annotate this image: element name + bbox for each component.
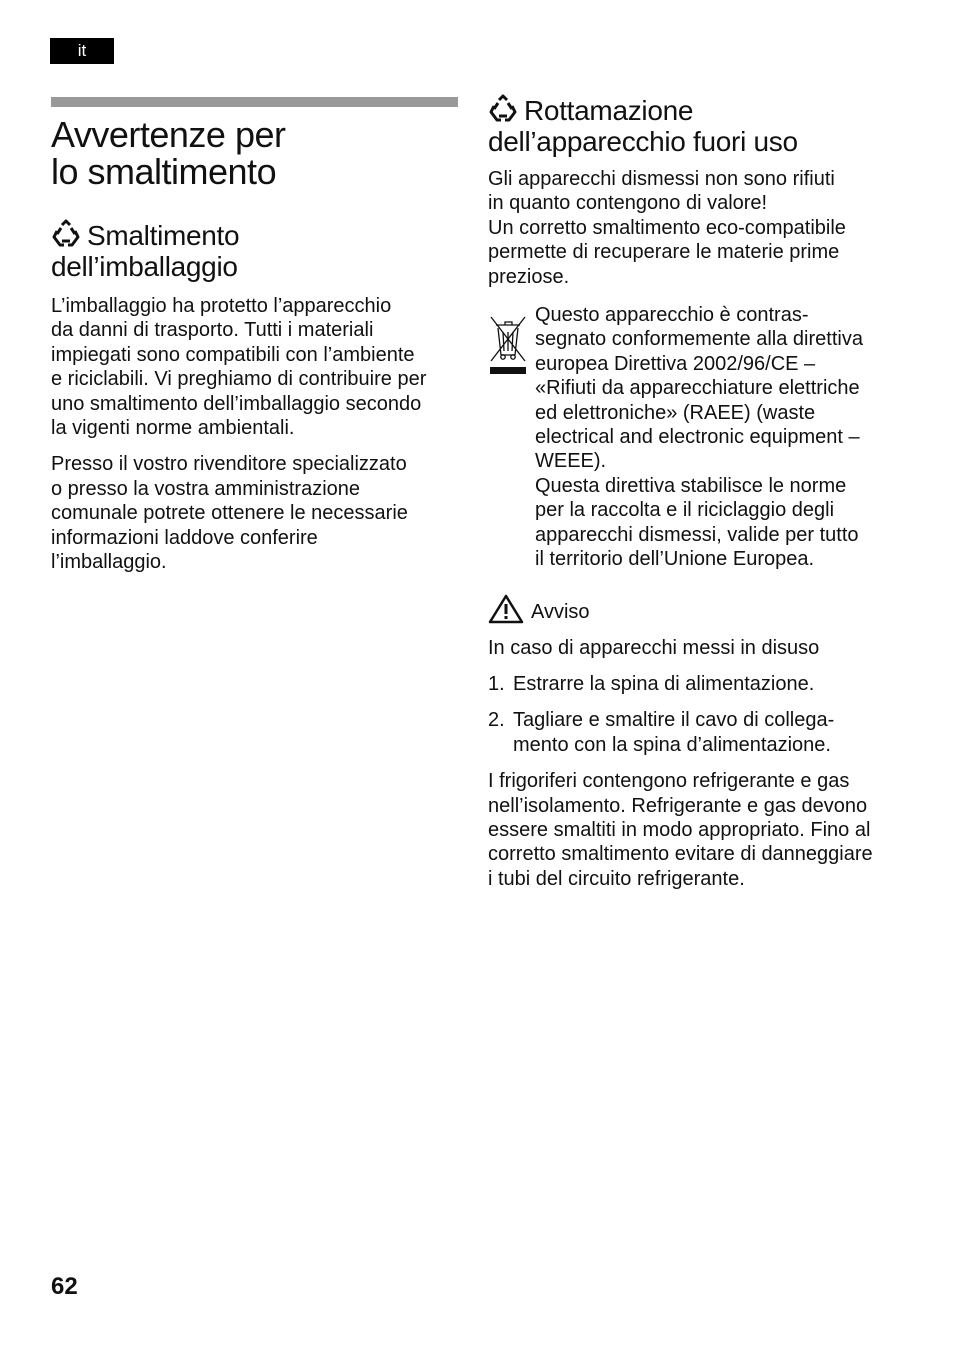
text-line: la vigenti norme ambientali.: [51, 417, 295, 440]
text-line: essere smaltiti in modo appropriato. Fino al: [488, 818, 871, 841]
text-line: in quanto contengono di valore!: [488, 192, 768, 215]
disposal-intro: [488, 167, 918, 289]
text-line: o presso la vostra amministrazione: [51, 477, 361, 500]
text-line: Questa direttiva stabilisce le norme: [535, 474, 847, 497]
packaging-heading-line: dell’imballaggio: [51, 251, 238, 282]
text-line: i tubi del circuito refrigerante.: [488, 867, 745, 890]
text-line: per la raccolta e il riciclaggio degli: [535, 499, 835, 522]
weee-notice: [488, 303, 918, 571]
text-line: informazioni laddove conferire: [51, 526, 318, 549]
warning-intro: In caso di apparecchi messi in disuso: [488, 636, 820, 659]
packaging-paragraph: [51, 294, 471, 440]
text-line: da danni di trasporto. Tutti i materiali: [51, 319, 374, 342]
text-line: apparecchi dismessi, valide per tutto: [535, 523, 859, 546]
text-line: Gli apparecchi dismessi non sono rifiuti: [488, 168, 835, 190]
page-title-line: lo smaltimento: [51, 151, 277, 192]
list-item: [488, 708, 918, 757]
text-line: comunale potrete ottenere le necessarie: [51, 502, 408, 525]
warning-heading: [488, 594, 918, 624]
warning-label: Avviso: [531, 600, 590, 623]
page-title: [51, 116, 451, 190]
list-item: [488, 672, 918, 696]
text-line: Tagliare e smaltire il cavo di collega-: [513, 709, 835, 732]
text-line: l’imballaggio.: [51, 551, 167, 574]
packaging-paragraph: [51, 452, 471, 574]
text-line: L’imballaggio ha protetto l’apparecchio: [51, 295, 392, 317]
text-line: Presso il vostro rivenditore specializzato: [51, 453, 407, 476]
right-column: [488, 94, 918, 891]
text-line: impiegati sono compatibili con l’ambiente: [51, 343, 415, 366]
language-tab: it: [50, 38, 114, 64]
page-title-line: Avvertenze per: [51, 114, 286, 155]
packaging-heading: [51, 219, 471, 282]
text-line: Estrarre la spina di alimentazione.: [513, 672, 815, 695]
recycle-icon: [51, 219, 81, 249]
steps-list: [488, 672, 918, 757]
text-line: corretto smaltimento evitare di danneggiare: [488, 843, 873, 866]
text-line: preziose.: [488, 265, 570, 288]
crossed-bin-icon: [488, 311, 528, 375]
disposal-heading: [488, 94, 918, 157]
text-line: WEEE).: [535, 450, 607, 473]
left-column: [51, 219, 471, 574]
text-line: permette di recuperare le materie prime: [488, 241, 840, 264]
text-line: Questo apparecchio è contras-: [535, 304, 809, 327]
text-line: «Rifiuti da apparecchiature elettriche: [535, 377, 860, 400]
disposal-heading-line: Rottamazione: [524, 95, 694, 126]
packaging-heading-line: Smaltimento: [87, 220, 240, 251]
warning-closing: [488, 769, 918, 891]
section-rule: [51, 97, 458, 107]
text-line: uno smaltimento dell’imballaggio secondo: [51, 392, 422, 415]
text-line: nell’isolamento. Refrigerante e gas devono: [488, 794, 868, 817]
text-line: I frigoriferi contengono refrigerante e gas: [488, 770, 850, 793]
weee-text: [535, 303, 918, 571]
step-number: 2.: [488, 709, 505, 732]
warning-triangle-icon: [488, 594, 524, 624]
text-line: Un corretto smaltimento eco-compatibile: [488, 216, 846, 239]
text-line: europea Direttiva 2002/96/CE –: [535, 352, 816, 375]
page-number: 62: [51, 1273, 78, 1300]
text-line: mento con la spina d’alimentazione.: [513, 733, 831, 756]
text-line: e riciclabili. Vi preghiamo di contribuire per: [51, 368, 427, 391]
step-number: 1.: [488, 672, 505, 695]
text-line: ed elettroniche» (RAEE) (waste: [535, 401, 816, 424]
text-line: electrical and electronic equipment –: [535, 426, 860, 449]
text-line: segnato conformemente alla direttiva: [535, 328, 863, 351]
recycle-icon: [488, 94, 518, 124]
text-line: il territorio dell’Unione Europea.: [535, 548, 815, 571]
disposal-heading-line: dell’apparecchio fuori uso: [488, 126, 798, 157]
